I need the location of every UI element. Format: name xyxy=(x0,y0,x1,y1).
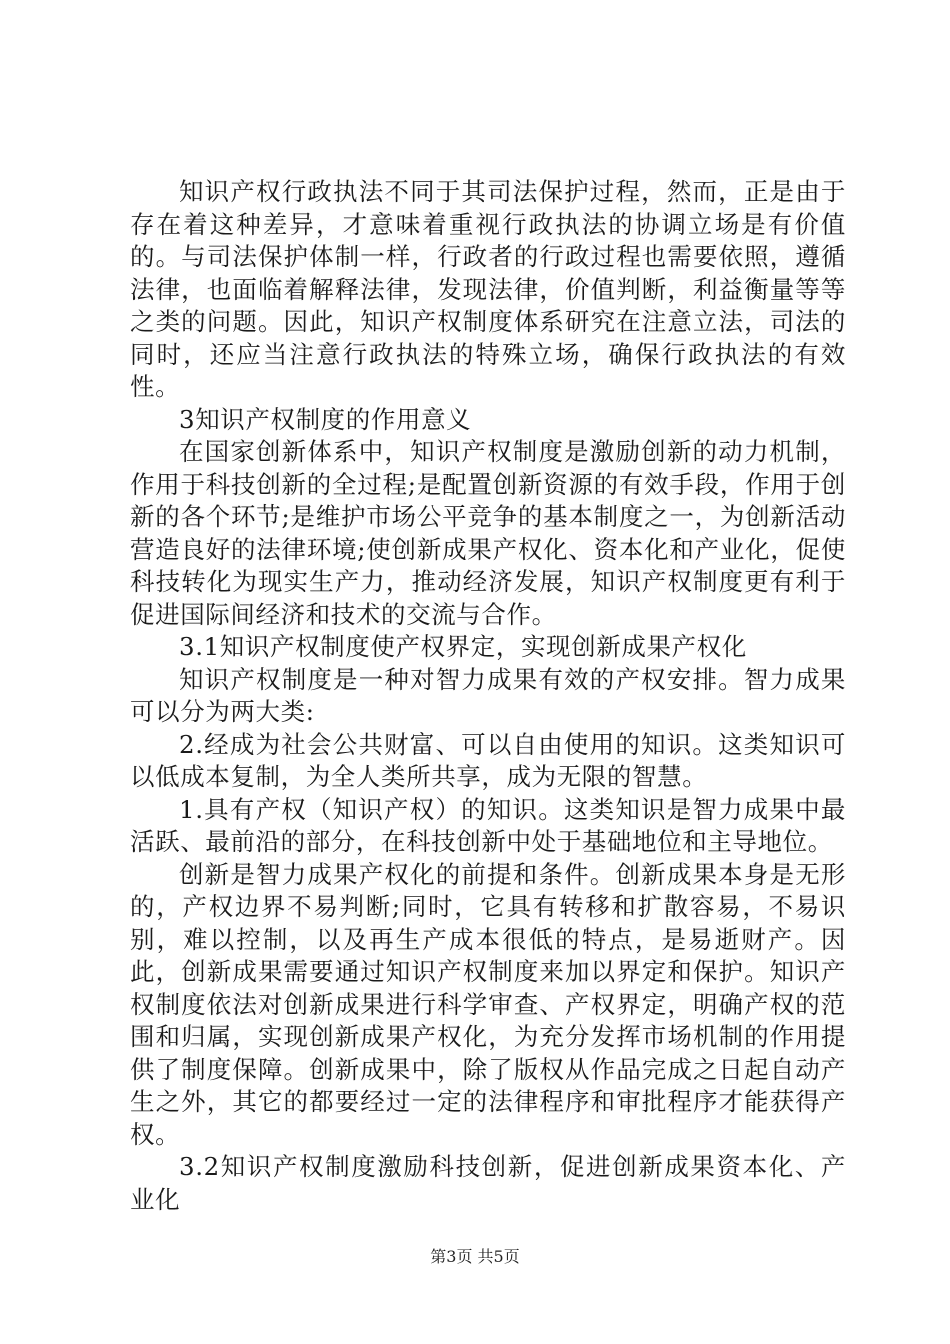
section-heading-3: 3知识产权制度的作用意义 xyxy=(179,404,472,434)
paragraph-innovation-premise: 创新是智力成果产权化的前提和条件。创新成果本身是无形的，产权边界不易判断;同时，它具有转移和扩散容易，不易识别，难以控制，以及再生产成本很低的特点，是易逝财产。因此，创新成果需要通过知识产权制度来加以界定和保护。知识产权制度依法对创新成果进行科学审查、产权界定，明确产权的范围和归属，实现创新成果产权化，为充分发挥市场机制的作用提供了制度保障。创新成果中，除了版权从作品完成之日起自动产生之外，其它的都要经过一定的法律程序和审批程序才能获得产权。 xyxy=(130,859,846,1149)
paragraph-intellectual-achievements: 知识产权制度是一种对智力成果有效的产权安排。智力成果可以分为两大类: xyxy=(130,664,846,726)
paragraph-national-innovation: 在国家创新体系中，知识产权制度是激励创新的动力机制，作用于科技创新的全过程;是配置创新资源的有效手段，作用于创新的各个环节;是维护市场公平竞争的基本制度之一，为创新活动营造良好的法律环境;使创新成果产权化、资本化和产业化，促使科技转化为现实生产力，推动经济发展，知识产权制度更有利于促进国际间经济和技术的交流与合作。 xyxy=(130,437,846,629)
paragraph-item-2: 2.经成为社会公共财富、可以自由使用的知识。这类知识可以低成本复制，为全人类所共享，成为无限的智慧。 xyxy=(130,729,846,791)
document-body xyxy=(130,176,846,1216)
paragraph-admin-enforcement: 知识产权行政执法不同于其司法保护过程，然而，正是由于存在着这种差异，才意味着重视行政执法的协调立场是有价值的。与司法保护体制一样，行政者的行政过程也需要依照，遵循法律，也面临着解释法律，发现法律，价值判断，利益衡量等等之类的问题。因此，知识产权制度体系研究在注意立法，司法的同时，还应当注意行政执法的特殊立场，确保行政执法的有效性。 xyxy=(130,177,846,401)
section-heading-3-1: 3.1知识产权制度使产权界定，实现创新成果产权化 xyxy=(179,632,747,661)
page-footer: 第3页 共5页 xyxy=(430,1247,520,1266)
section-heading-3-2: 3.2知识产权制度激励科技创新，促进创新成果资本化、产业化 xyxy=(130,1152,846,1214)
paragraph-item-1: 1.具有产权（知识产权）的知识。这类知识是智力成果中最活跃、最前沿的部分，在科技创新中处于基础地位和主导地位。 xyxy=(130,794,846,856)
